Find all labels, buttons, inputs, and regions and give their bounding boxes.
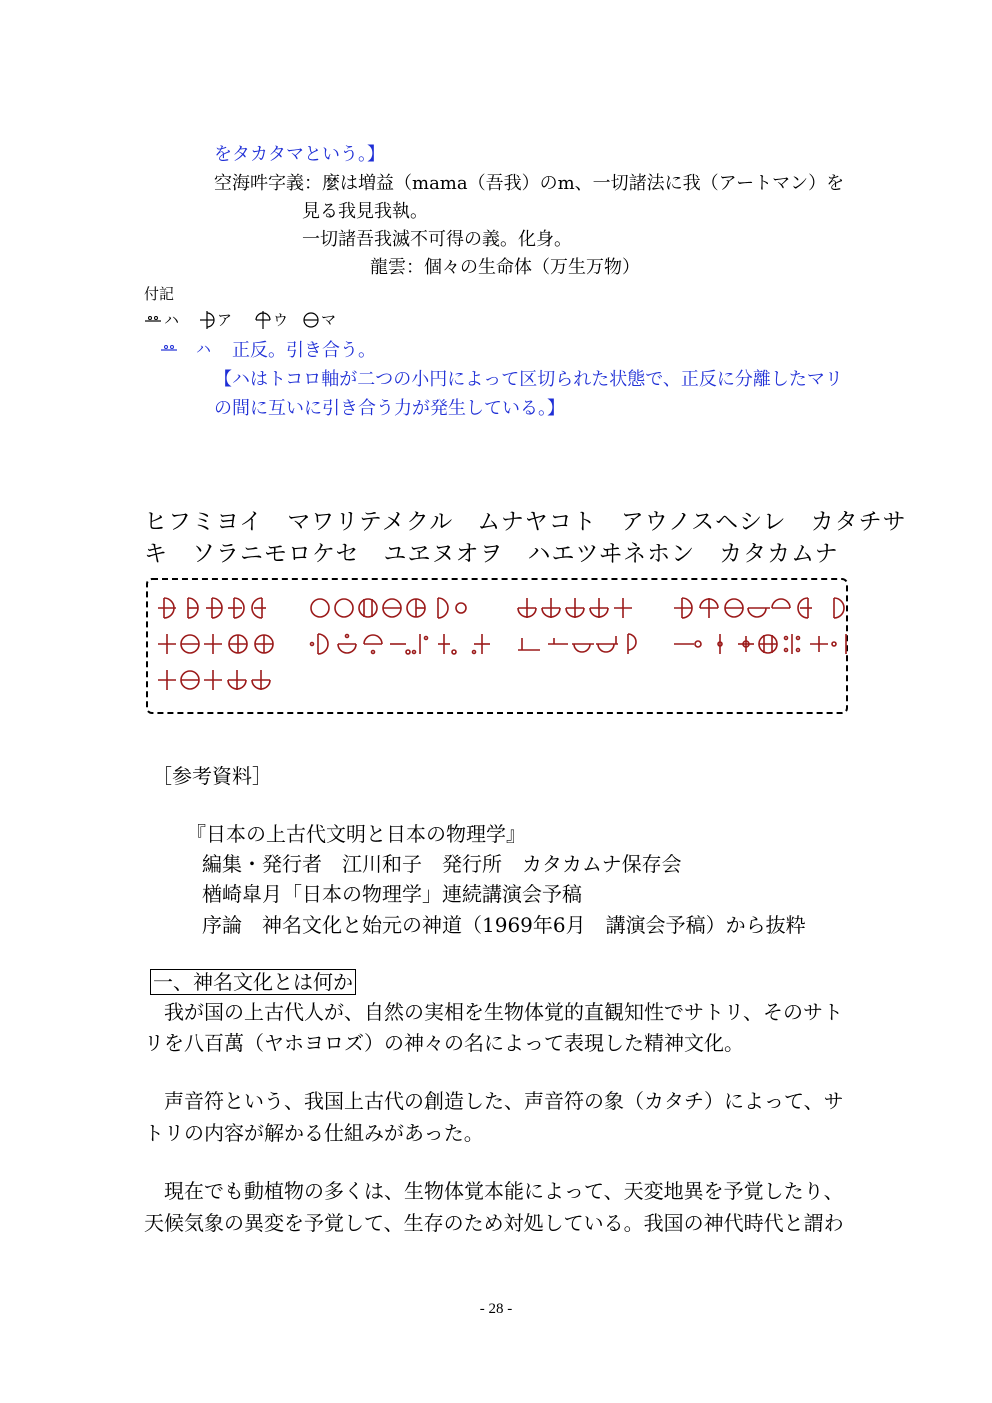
katakamuna-ha-small-icon bbox=[160, 344, 178, 356]
entry-meaning: 正反。引き合う。 bbox=[232, 340, 376, 361]
entry-kana: ハ bbox=[196, 340, 212, 358]
chant-line-2: キ ソラニモロケセ ユヱヌオヲ ハエツヰネホン カタカムナ bbox=[144, 541, 839, 567]
appendix-glyph-row bbox=[144, 309, 364, 333]
glyph-row-2 bbox=[158, 630, 848, 664]
paragraph-2-line-2: トリの内容が解かる仕組みがあった。 bbox=[144, 1121, 484, 1145]
paragraph-3-line-2: 天候気象の異変を予覚して、生存のため対処している。我国の神代時代と謂わ bbox=[144, 1211, 844, 1235]
appendix-entry bbox=[160, 338, 420, 362]
katakamuna-ma-icon bbox=[302, 311, 320, 329]
appendix-note-1: 【ハはトコロ軸が二つの小円によって区切られた状態で、正反に分離したマリ bbox=[214, 369, 843, 390]
glyph-row-1-svg bbox=[158, 594, 848, 624]
glyph-row-3 bbox=[158, 666, 848, 700]
glyph-row-2-svg bbox=[158, 630, 848, 660]
katakamuna-u-icon bbox=[254, 311, 272, 329]
glyph-group-munayakoto bbox=[518, 598, 632, 618]
appendix-label: 付記 bbox=[144, 286, 175, 303]
references-editor: 編集・発行者 江川和子 発行所 カタカムナ保存会 bbox=[202, 852, 682, 876]
row-ha-label: ハ bbox=[164, 311, 180, 329]
upper-line-3: 見る我見我執。 bbox=[302, 201, 428, 222]
glyph-group-hifumiyoi bbox=[158, 598, 266, 618]
references-book-title: 『日本の上古代文明と日本の物理学』 bbox=[186, 822, 526, 846]
chant-line-1: ヒフミヨイ マワリテメクル ムナヤコト アウノスヘシレ カタチサ bbox=[144, 509, 907, 535]
paragraph-2-line-1: 声音符という、我国上古代の創造した、声音符の象（カタチ）によって、サ bbox=[164, 1089, 844, 1113]
row-a-label: ア bbox=[217, 311, 233, 329]
upper-line-4: 一切諸吾我滅不可得の義。化身。 bbox=[302, 229, 572, 250]
paragraph-1-line-2: リを八百萬（ヤホヨロズ）の神々の名によって表現した精神文化。 bbox=[144, 1031, 744, 1055]
paragraph-3-line-1: 現在でも動植物の多くは、生物体覚本能によって、天変地異を予覚したり、 bbox=[164, 1179, 844, 1203]
glyph-group-aunosuheshire bbox=[674, 598, 844, 618]
glyph-group-yuwenuowo bbox=[518, 634, 636, 654]
glyph-group-mawaritemekuru bbox=[311, 598, 466, 618]
section-heading-text: 一、神名文化とは何か bbox=[150, 969, 356, 995]
references-lecture: 楢崎皐月「日本の物理学」連続講演会予稿 bbox=[202, 882, 582, 906]
references-excerpt: 序論 神名文化と始元の神道（1969年6月 講演会予稿）から抜粋 bbox=[202, 913, 806, 937]
glyph-row-3-svg bbox=[158, 666, 848, 696]
section-heading bbox=[150, 966, 356, 995]
page-number: - 28 - bbox=[479, 1301, 513, 1317]
upper-line-2: 空海吽字義：麼は増益（mama（吾我）のm、一切諸法に我（アートマン）を bbox=[214, 173, 845, 194]
appendix-note-2: の間に互いに引き合う力が発生している。】 bbox=[214, 398, 565, 419]
glyph-row-1 bbox=[158, 594, 848, 628]
katakamuna-glyph-box bbox=[146, 578, 848, 714]
katakamuna-a-icon bbox=[198, 311, 216, 329]
upper-line-5: 龍雲：個々の生命体（万生万物） bbox=[370, 257, 640, 278]
glyph-group-katakamuna bbox=[158, 670, 270, 690]
glyph-group-katachisaki bbox=[158, 634, 273, 654]
glyph-group-soranimoro bbox=[311, 634, 491, 654]
glyph-group-haetsuwinehon bbox=[674, 634, 846, 654]
paragraph-1-line-1: 我が国の上古代人が、自然の実相を生物体覚的直観知性でサトリ、そのサト bbox=[164, 1000, 843, 1024]
katakamuna-ha-icon bbox=[144, 315, 162, 327]
upper-line-1: をタカタマという。】 bbox=[214, 144, 385, 165]
row-ma-label: マ bbox=[321, 311, 337, 329]
row-u-label: ウ bbox=[273, 311, 289, 329]
references-heading: ［参考資料］ bbox=[152, 764, 272, 788]
